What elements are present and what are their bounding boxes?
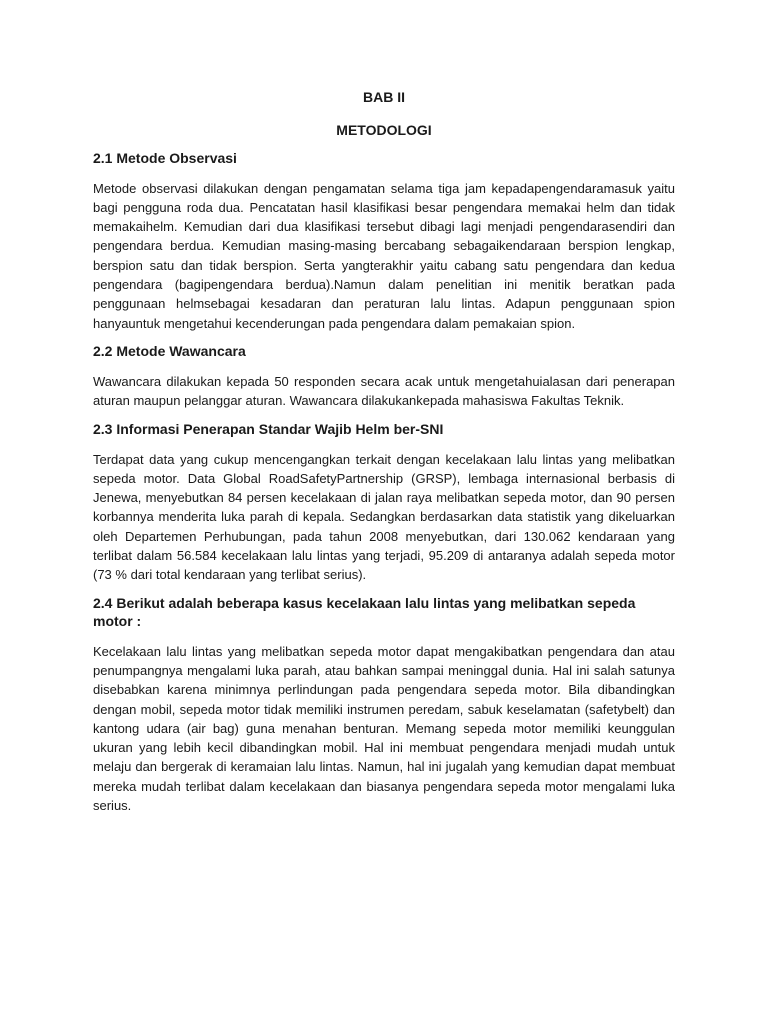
section-observasi [93,149,675,333]
section-body: Wawancara dilakukan kepada 50 responden secara acak untuk mengetahuialasan dari penerapan aturan maupun pelanggar aturan. Wawancara dilakukankepada mahasiswa Fakultas Teknik. [93,373,675,409]
section-helm-sni [93,420,675,585]
chapter-number: BAB II [363,89,405,105]
section-heading: 2.2 Metode Wawancara [93,342,246,359]
section-wawancara [93,342,675,411]
section-body: Kecelakaan lalu lintas yang melibatkan sepeda motor dapat mengakibatkan pengendara dan atau penumpangnya mengalami luka parah, atau bahkan sampai meninggal dunia. Hal ini salah satunya disebabkan karena minimnya perlindungan pada pengendara sepeda motor. Bila dibandingkan dengan mobil, sepeda motor tidak memiliki instrumen peredam, sabuk keselamatan (safetybelt) dan kantong udara (air bag) guna menahan benturan. Memang sepeda motor memiliki keunggulan ukuran yang lebih kecil dibandingkan mobil. Hal ini membuat pengendara menjadi mudah untuk melaju dan bergerak di keramaian lalu lintas. Namun, hal ini jugalah yang kemudian dapat membuat mereka mudah terlibat dalam kecelakaan dan biasanya pengendara sepeda motor mengalami luka serius. [93,643,675,814]
section-body: Metode observasi dilakukan dengan pengamatan selama tiga jam kepadapengendaramasuk yaitu bagi pengguna roda dua. Pencatatan hasil klasifikasi besar pengendara memakai helm dan tidak memakaihelm. Kemudian dari dua klasifikasi tersebut dibagi lagi menjadi pengendarasendiri dan pengendara berdua. Kemudian masing-masing bercabang sebagaikendaraan berspion lengkap, berspion satu dan tidak berspion. Serta yangterakhir yaitu cabang satu pengendara dan kedua pengendara (bagipengendara berdua).Namun dalam penelitian ini menitik beratkan pada penggunaan helmsebagai kesadaran dan peraturan lalu lintas. Adapun penggunaan spion hanyauntuk mengetahui kecenderungan pada pengendara dalam pemakaian spion. [93,180,675,331]
section-heading: 2.1 Metode Observasi [93,149,237,166]
section-heading: 2.4 Berikut adalah beberapa kasus kecelakaan lalu lintas yang melibatkan sepeda motor : [93,594,636,629]
chapter-title: METODOLOGI [336,122,432,139]
section-body: Terdapat data yang cukup mencengangkan terkait dengan kecelakaan lalu lintas yang melibatkan sepeda motor. Data Global RoadSafetyPartnership (GRSP), lembaga internasional berbasis di Jenewa, menyebutkan 84 persen kecelakaan di jalan raya melibatkan sepeda motor, dan 90 persen korbannya menderita luka parah di kepala. Sedangkan berdasarkan data statistik yang dikeluarkan oleh Departemen Perhubungan, pada tahun 2008 menyebutkan, dari 130.062 kendaraan yang terlibat dalam 56.584 kecelakaan lalu lintas yang terjadi, 95.209 di antaranya adalah sepeda motor (73 % dari total kendaraan yang terlibat serius). [93,451,675,583]
section-heading: 2.3 Informasi Penerapan Standar Wajib Helm ber-SNI [93,420,444,437]
section-kasus-kecelakaan [93,594,675,816]
